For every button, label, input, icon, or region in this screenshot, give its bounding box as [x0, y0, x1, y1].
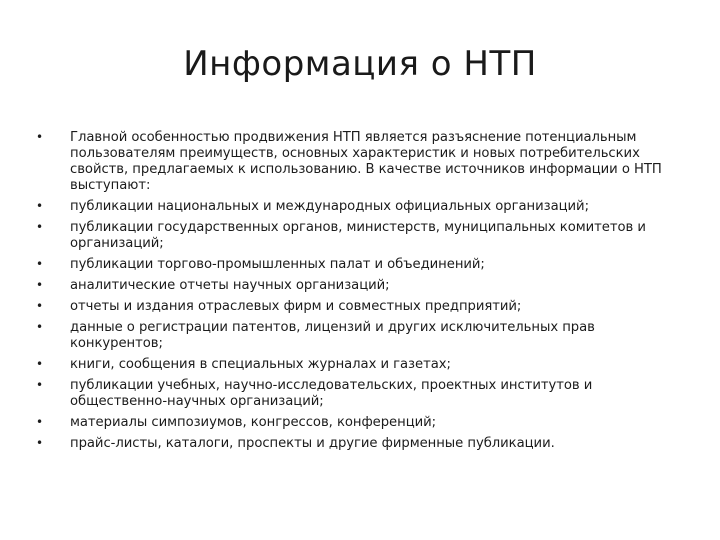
bullet-icon: • — [36, 415, 44, 430]
list-item-text: прайс-листы, каталоги, проспекты и другие фирменные публикации. — [70, 436, 555, 452]
list-item — [36, 199, 686, 215]
list-item — [36, 378, 686, 410]
list-item-text: публикации национальных и международных официальных организаций; — [70, 198, 589, 214]
bullet-icon: • — [36, 299, 44, 314]
list-item-text: данные о регистрации патентов, лицензий и других исключительных прав конкурентов; — [70, 320, 595, 352]
list-item — [36, 278, 686, 294]
list-item — [36, 436, 686, 452]
list-item-text: Главной особенностью продвижения НТП является разъяснение потенциальным пользователям преимуществ, основных характеристик и новых потребительских свойств, предлагаемых к использованию. В качестве источников информации о НТП выступают: — [70, 130, 662, 193]
bullet-icon: • — [36, 278, 44, 292]
list-item — [36, 299, 686, 315]
list-item-text: публикации государственных органов, министерств, муниципальных комитетов и организаций; — [70, 219, 646, 251]
bullet-icon: • — [36, 198, 44, 213]
list-item — [36, 257, 686, 273]
list-item-text: отчеты и издания отраслевых фирм и совместных предприятий; — [70, 299, 522, 315]
list-item — [36, 415, 686, 431]
list-item-text: публикации торгово-промышленных палат и объединений; — [70, 256, 485, 272]
list-item — [36, 220, 686, 252]
list-item-text: аналитические отчеты научных организаций; — [70, 278, 390, 293]
bullet-icon: • — [36, 219, 44, 234]
list-item-text: публикации учебных, научно-исследовательских, проектных институтов и общественно-научных организаций; — [70, 378, 593, 410]
bullet-list — [36, 130, 686, 457]
list-item — [36, 320, 686, 352]
bullet-icon: • — [36, 256, 44, 271]
list-item-text: книги, сообщения в специальных журналах и газетах; — [70, 357, 451, 373]
bullet-icon: • — [36, 436, 44, 451]
bullet-icon: • — [36, 320, 44, 335]
list-item — [36, 357, 686, 373]
list-item — [36, 130, 686, 194]
bullet-icon: • — [36, 357, 44, 372]
bullet-icon: • — [36, 130, 44, 144]
slide-title: Информация о НТП — [183, 44, 537, 84]
bullet-icon: • — [36, 378, 44, 393]
list-item-text: материалы симпозиумов, конгрессов, конференций; — [70, 415, 437, 431]
